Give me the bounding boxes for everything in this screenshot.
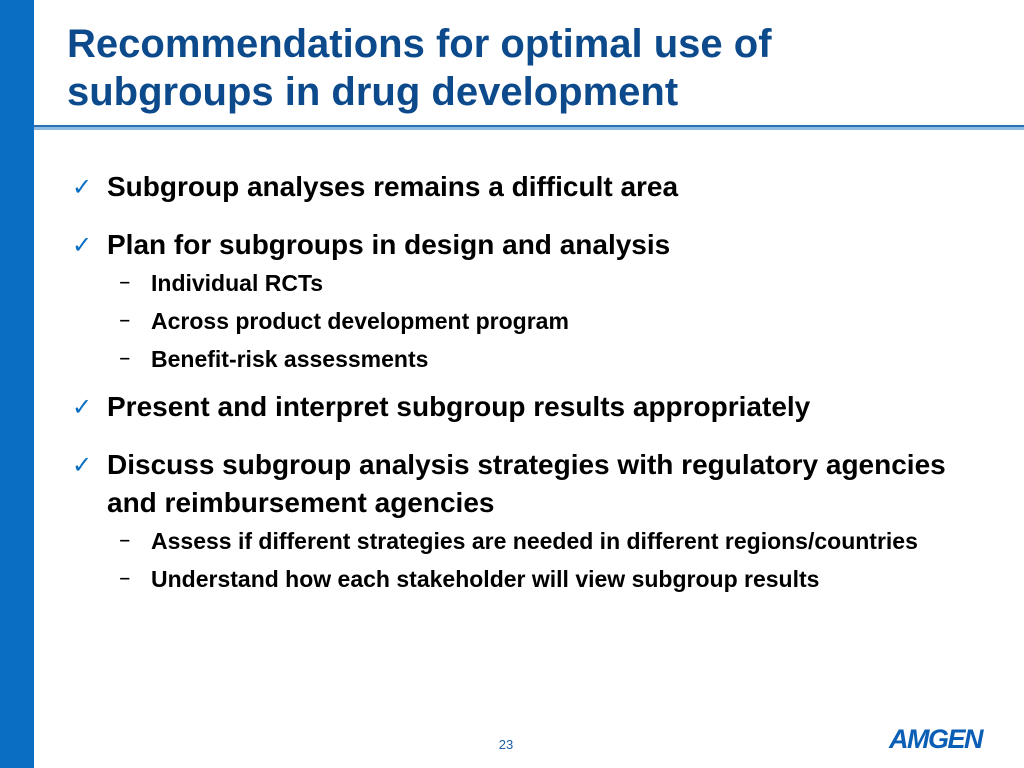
- bullet-item: [66, 168, 996, 206]
- sub-bullet-text: Benefit-risk assessments: [151, 346, 429, 372]
- page-number: 23: [498, 737, 514, 752]
- sub-bullet-text: Individual RCTs: [151, 270, 324, 296]
- sub-bullet-item: [107, 344, 996, 374]
- check-icon: ✓: [72, 393, 93, 421]
- dash-icon: –: [119, 527, 131, 553]
- sub-bullet-text: Across product development program: [151, 308, 569, 334]
- bullet-list: [66, 168, 996, 608]
- bullet-item: [66, 446, 996, 594]
- side-accent-bar: [0, 0, 34, 768]
- sub-bullet-item: [107, 564, 996, 594]
- sub-bullet-item: [107, 306, 996, 336]
- title-line-1: Recommendations for optimal use of: [67, 22, 772, 66]
- dash-icon: –: [119, 565, 131, 591]
- check-icon: ✓: [72, 173, 93, 201]
- bullet-item: [66, 226, 996, 374]
- check-icon: ✓: [72, 451, 93, 479]
- dash-icon: –: [119, 269, 131, 295]
- dash-icon: –: [119, 307, 131, 333]
- bullet-text: Subgroup analyses remains a difficult area: [107, 171, 679, 202]
- bullet-text: Plan for subgroups in design and analysis: [107, 229, 671, 260]
- title-divider-light: [34, 127, 1024, 130]
- sub-bullet-list: [107, 268, 996, 374]
- amgen-logo: [885, 722, 1003, 754]
- bullet-item: [66, 388, 996, 426]
- logo-text: AMGEN: [889, 724, 982, 754]
- dash-icon: –: [119, 345, 131, 371]
- sub-bullet-list: [107, 526, 996, 594]
- title-line-2: subgroups in drug development: [67, 70, 679, 114]
- check-icon: ✓: [72, 231, 93, 259]
- slide-title: [67, 20, 967, 116]
- bullet-text: Discuss subgroup analysis strategies with regulatory agencies and reimbursement agencies: [107, 449, 946, 518]
- sub-bullet-item: [107, 526, 996, 556]
- bullet-text: Present and interpret subgroup results appropriately: [107, 391, 811, 422]
- sub-bullet-item: [107, 268, 996, 298]
- sub-bullet-text: Assess if different strategies are needed in different regions/countries: [151, 528, 918, 554]
- sub-bullet-text: Understand how each stakeholder will view subgroup results: [151, 566, 820, 592]
